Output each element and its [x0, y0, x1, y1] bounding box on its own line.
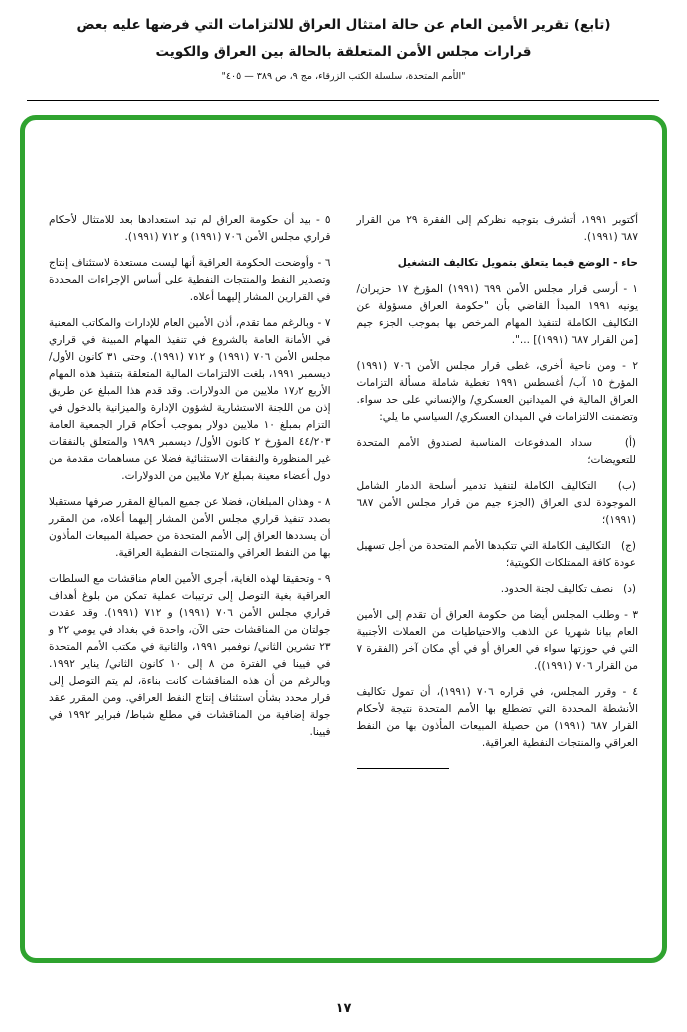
list-item-b: (ب) التكاليف الكاملة لتنفيذ تدمير أسلحة الدمار الشامل الموجودة لدى العراق (الجزء جيم من قرار مجلس الأمن ٦٨٧ (١٩٩١)؛	[356, 480, 636, 526]
paragraph-4: ٤ - وقرر المجلس، في قراره ٧٠٦ (١٩٩١)، أن تمول تكاليف الأنشطة المحددة التي تضطلع بها الأمم المتحدة نتيجة لأحكام القرار ٦٨٧ (١٩٩١) من حصيلة المبيعات المأذون بها من النفط العراقي والمنتجات النفطية العراقية.	[356, 686, 638, 749]
paragraph-5: ٥ - بيد أن حكومة العراق لم تبد استعدادها بعد للامتثال لأحكام قراري مجلس الأمن ٧٠٦ (١٩٩١) و ٧١٢ (١٩٩١).	[49, 214, 331, 243]
section-heading: حاء - الوضع فيما يتعلق بتمويل تكاليف التشغيل	[397, 257, 638, 269]
report-title-line-1: (تابع) تقرير الأمين العام عن حالة امتثال العراق للالتزامات التي فرضها عليه بعض	[76, 17, 611, 33]
paragraph-7: ٧ - وبالرغم مما تقدم، أذن الأمين العام للإدارات والمكاتب المعنية في الأمانة العامة بالشروع في تنفيذ المهام المبينة في قراري مجلس الأمن ٧٠٦ (١٩٩١) و ٧١٢ (١٩٩١). وحتى ٣١ كانون الأول/ ديسمبر ١٩٩١، بلغت الالتزامات المالية المتعلقة بتنفيذ هذه المهام الأربع ١٧٫٢ ملايين من الدولارات. وقد قدم هذا المبلغ عن طريق إذن من اللجنة الاستشارية لشؤون الإدارة والميزانية بالدخول في التزام بمبلغ ١٠ ملايين دولار بموجب أحكام قرار الجمعية العامة ٤٤/٢٠٣ المؤرخ ٢ كانون الأول/ ديسمبر ١٩٨٩ والمتعلق بالنفقات غير المنظورة والنفقات الاستثنائية فضلا عن مساهمات مقدمة من دول أعضاء معينة بمبلغ ٧٫٢ ملايين من الدولارات.	[49, 317, 331, 482]
header-divider	[27, 100, 659, 101]
paragraph-continuation: أكتوبر ١٩٩١، أتشرف بتوجيه نظركم إلى الفقرة ٢٩ من القرار ٦٨٧ (١٩٩١).	[356, 214, 638, 243]
paragraph-1: ١ - أرسى قرار مجلس الأمن ٦٩٩ (١٩٩١) المؤرخ ١٧ حزيران/ يونيه ١٩٩١ المبدأ القاضي بأن "حكومة العراق مسؤولة عن التكاليف الكاملة لتنفيذ المهام المرخص بها بموجب الجزء جيم [من القرار ٦٨٧ (١٩٩١)] ...".	[356, 283, 638, 346]
list-item-d: (د) نصف تكاليف لجنة الحدود.	[500, 583, 636, 595]
right-column	[357, 212, 639, 769]
paragraph-9: ٩ - وتحقيقا لهذه الغاية، أجرى الأمين العام مناقشات مع السلطات العراقية بغية التوصل إلى ترتيبات عملية تمكن من بلوغ أهداف قراري مجلس الأمن ٧٠٦ (١٩٩١) و ٧١٢ (١٩٩١). وقد عقدت جولتان من المناقشات حتى الآن، واحدة في بغداد في يومي ٢٢ و ٢٣ تشرين الثاني/ نوفمبر ١٩٩١، والثانية في مكتب الأمم المتحدة في فيينا في الفترة من ٨ إلى ١٠ كانون الثاني/ يناير ١٩٩٢. وبالرغم من أن هذه المناقشات كانت بناءة، لم يتم التوصل إلى قرار محدد بشأن استئناف إنتاج النفط العراقي. ومن المقرر عقد جولة إضافية من المناقشات في مطلع شباط/ فبراير ١٩٩٢ في فيينا.	[49, 573, 331, 738]
content-border-box	[20, 115, 667, 963]
paragraph-3: ٣ - وطلب المجلس أيضا من حكومة العراق أن تقدم إلى الأمين العام بيانا شهريا عن الذهب والاحتياطيات من العملات الأجنبية التي في حوزتها سواء في العراق أو في أي مكان آخر (الفقرة ٧ من القرار ٧٠٦ (١٩٩١)).	[356, 609, 638, 672]
page-number: ١٧	[335, 1001, 352, 1016]
left-column	[49, 212, 331, 769]
paragraph-6: ٦ - وأوضحت الحكومة العراقية أنها ليست مستعدة لاستئناف إنتاج وتصدير النفط والمنتجات النفطية على أساس الإجراءات المحددة في القرارين المشار إليهما أعلاه.	[49, 257, 331, 303]
paragraph-2: ٢ - ومن ناحية أخرى، غطى قرار مجلس الأمن ٧٠٦ (١٩٩١) المؤرخ ١٥ آب/ أغسطس ١٩٩١ تغطية شاملة مسألة التزامات العراق المالية في الميدانين العسكري/ والإنساني على حد سواء. وتضمنت الالتزامات في الميدان العسكري/ السياسي ما يلي:	[356, 360, 638, 423]
end-rule	[357, 768, 449, 769]
source-note: "الأمم المتحدة، سلسلة الكتب الزرقاء، مج ٩، ص ٣٨٩ — ٤٠٥"	[221, 71, 466, 82]
list-item-c: (ج) التكاليف الكاملة التي تتكبدها الأمم المتحدة من أجل تسهيل عودة كافة الممتلكات الكويتية؛	[356, 540, 636, 569]
paragraph-8: ٨ - وهذان المبلغان، فضلا عن جميع المبالغ المقرر صرفها مستقبلا بصدد تنفيذ قراري مجلس الأمن المشار إليهما أعلاه، من المقرر أن يسددها العراق إلى الأمم المتحدة من حصيلة المبيعات المأذون بها من النفط العراقي والمنتجات النفطية العراقية.	[49, 496, 331, 559]
report-title-line-2: قرارات مجلس الأمن المتعلقة بالحالة بين العراق والكويت	[155, 44, 532, 60]
list-item-a: (أ) سداد المدفوعات المناسبة لصندوق الأمم المتحدة للتعويضات؛	[356, 437, 636, 466]
text-columns	[49, 212, 638, 769]
page-header	[0, 12, 687, 82]
